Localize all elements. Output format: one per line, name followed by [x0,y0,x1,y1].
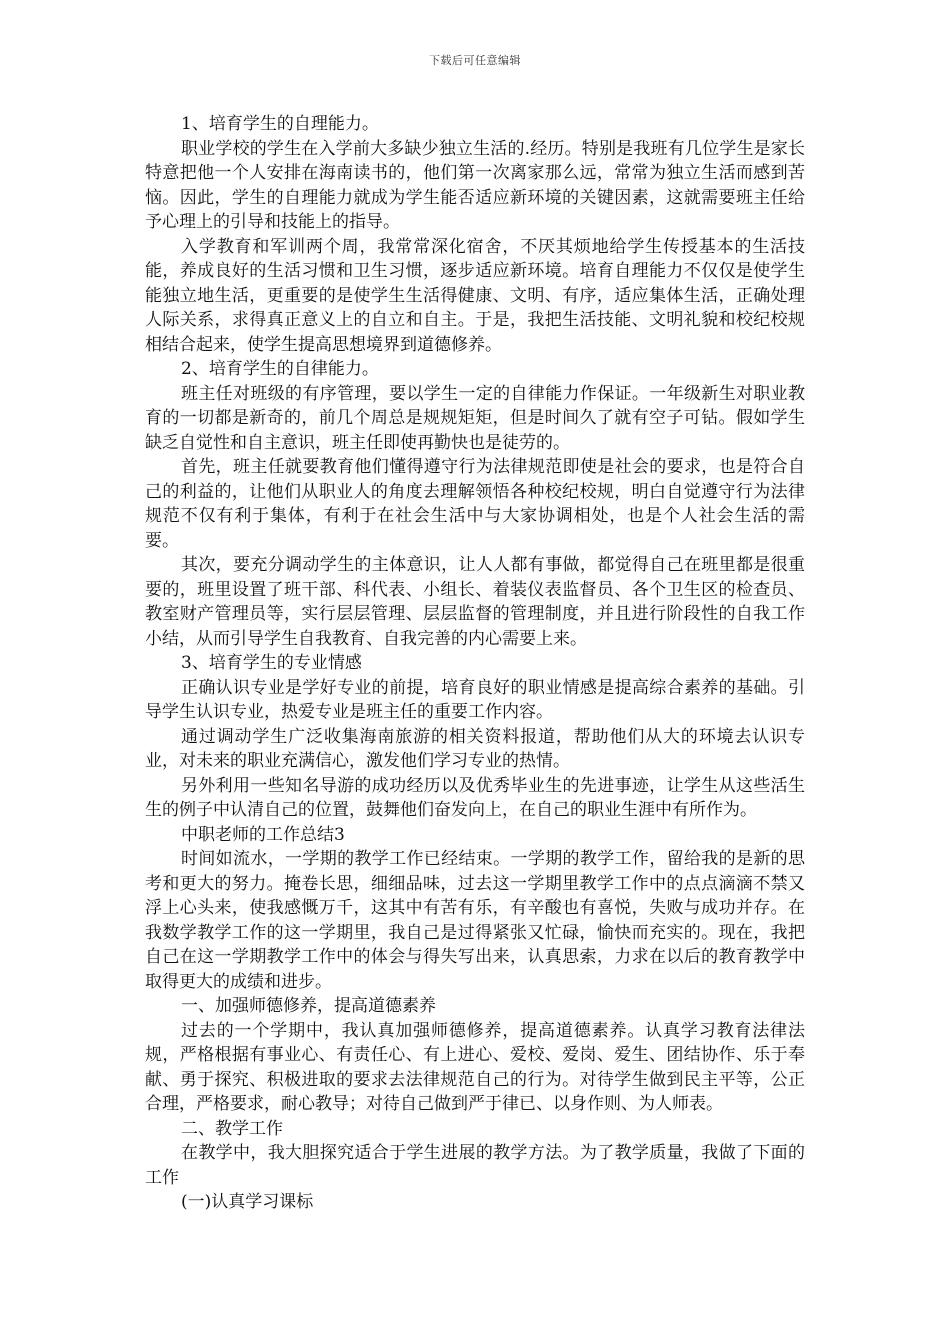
paragraph: 通过调动学生广泛收集海南旅游的相关资料报道，帮助他们从大的环境去认识专业，对未来的职业充满信心，激发他们学习专业的热情。 [145,726,805,771]
paragraph: 班主任对班级的有序管理，要以学生一定的自律能力作保证。一年级新生对职业教育的一切都是新奇的，前几个周总是规规矩矩，但是时间久了就有空子可钻。假如学生缺乏自觉性和自主意识，班主任即使再勤快也是徒劳的。 [145,383,805,453]
paragraph: 首先，班主任就要教育他们懂得遵守行为法律规范即使是社会的要求，也是符合自己的利益的，让他们从职业人的角度去理解领悟各种校纪校规，明白自觉遵守行为法律规范不仅有利于集体，有利于在社会生活中与大家协调相处，也是个人社会生活的需要。 [145,457,805,551]
paragraph: 其次，要充分调动学生的主体意识，让人人都有事做，都觉得自己在班里都是很重要的，班里设置了班干部、科代表、小组长、着装仪表监督员、各个卫生区的检查员、教室财产管理员等，实行层层管理、层层监督的管理制度，并且进行阶段性的自我工作小结，从而引导学生自我教育、自我完善的内心需要上来。 [145,555,805,649]
document-body [145,112,805,1215]
paragraph: 入学教育和军训两个周，我常常深化宿舍，不厌其烦地给学生传授基本的生活技能，养成良好的生活习惯和卫生习惯，逐步适应新环境。培育自理能力不仅仅是使学生能独立地生活，更重要的是使学生生活得健康、文明、有序，适应集体生活，正确处理人际关系，求得真正意义上的自立和自主。于是，我把生活技能、文明礼貌和校纪校规相结合起来，使学生提高思想境界到道德修养。 [145,236,805,355]
paragraph: 时间如流水，一学期的教学工作已经结束。一学期的教学工作，留给我的是新的思考和更大的努力。掩卷长思，细细品味，过去这一学期里教学工作中的点点滴滴不禁又浮上心头来，使我感慨万千，这其中有苦有乐，有辛酸也有喜悦，失败与成功并存。在我数学教学工作的这一学期里，我自己是过得紧张又忙碌，愉快而充实的。现在，我把自己在这一学期教学工作中的体会与得失写出来，认真思索，力求在以后的教育教学中取得更大的成绩和进步。 [145,849,805,992]
paragraph: 1、培育学生的自理能力。 [181,114,379,134]
paragraph: 在教学中，我大胆探究适合于学生进展的教学方法。为了教学质量，我做了下面的工作 [145,1143,805,1188]
paragraph: 过去的一个学期中，我认真加强师德修养，提高道德素养。认真学习教育法律法规，严格根据有事业心、有责任心、有上进心、爱校、爱岗、爱生、团结协作、乐于奉献、勇于探究、积极进取的要求去法律规范自己的行为。对待学生做到民主平等，公正合理，严格要求，耐心教导；对待自己做到严于律已、以身作则、为人师表。 [145,1020,805,1114]
paragraph: 二、教学工作 [181,1118,283,1139]
paragraph: 正确认识专业是学好专业的前提，培育良好的职业情感是提高综合素养的基础。引导学生认识专业，热爱专业是班主任的重要工作内容。 [145,677,805,722]
paragraph: 3、培育学生的专业情感 [181,653,362,673]
paragraph: 另外利用一些知名导游的成功经历以及优秀毕业生的先进事迹，让学生从这些活生生的例子中认清自己的位置，鼓舞他们奋发向上，在自己的职业生涯中有所作为。 [145,775,805,820]
section-heading: 中职老师的工作总结3 [181,824,345,845]
paragraph: 一、加强师德修养，提高道德素养 [181,996,436,1016]
page-header: 下载后可任意编辑 [429,54,521,67]
paragraph: 2、培育学生的自律能力。 [181,359,379,379]
paragraph: (一)认真学习课标 [181,1192,314,1212]
paragraph: 职业学校的学生在入学前大多缺少独立生活的.经历。特别是我班有几位学生是家长特意把他一个人安排在海南读书的，他们第一次离家那么远，常常为独立生活而感到苦恼。因此，学生的自理能力就成为学生能否适应新环境的关键因素，这就需要班主任给予心理上的引导和技能上的指导。 [145,138,805,232]
